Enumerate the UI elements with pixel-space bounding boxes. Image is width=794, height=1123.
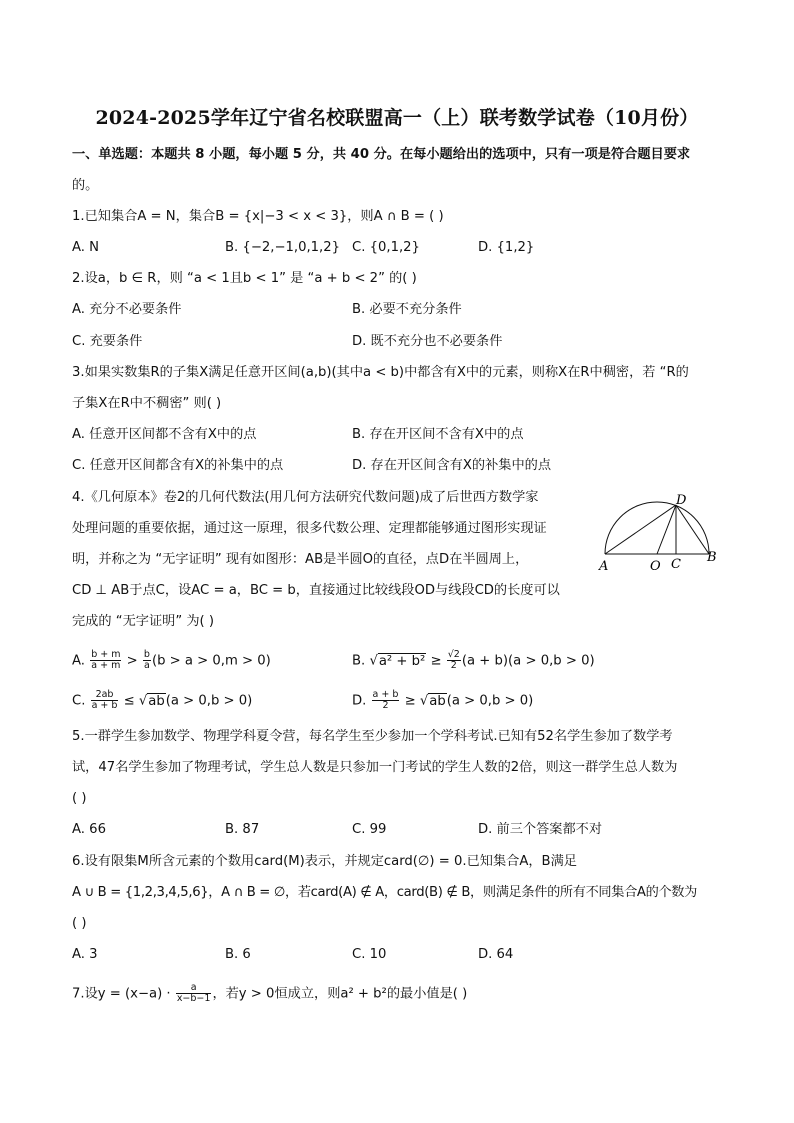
radicand: ab: [148, 693, 165, 709]
condition: (b > a > 0,m > 0): [151, 653, 271, 669]
semicircle-figure: [598, 493, 723, 582]
question-6-stem: 6.设有限集M所含元素的个数用card(M)表示，并规定card(∅) = 0.已知集合A，B满足: [72, 854, 577, 869]
exam-title: 2024-2025学年辽宁省名校联盟高一（上）联考数学试卷（10月份）: [95, 107, 699, 129]
question-3-stem: 3.如果实数集R的子集X满足任意开区间(a,b)(其中a < b)中都含有X中的元素，则称X在R中稠密，若 “R的: [72, 365, 689, 380]
denominator: 2: [450, 660, 457, 671]
segment-db: [676, 505, 709, 554]
question-4-stem-3: 明，并称之为 “无字证明” 现有如图形：AB是半圆O的直径，点D在半圆周上，: [72, 552, 529, 567]
q6-option-b: B. 6: [225, 947, 251, 962]
denominator: x−b−1: [176, 993, 211, 1004]
q5-option-b: B. 87: [225, 822, 260, 837]
q5-option-d: D. 前三个答案都不对: [478, 822, 603, 837]
numerator: b + m: [91, 649, 121, 660]
q2-option-a: A. 充分不必要条件: [72, 302, 182, 317]
sqrt-sign: √: [419, 693, 429, 709]
relation: >: [122, 653, 142, 669]
q2-option-b: B. 必要不充分条件: [352, 302, 462, 317]
label-b: B: [707, 550, 717, 565]
q3-option-a: A. 任意开区间都不含有X中的点: [72, 427, 257, 442]
semicircle-arc: [605, 502, 709, 554]
label-o: O: [650, 559, 661, 574]
q3-option-d: D. 存在开区间含有X的补集中的点: [352, 458, 552, 473]
q4-option-a-prefix: A.: [72, 653, 90, 669]
q3-option-b: B. 存在开区间不含有X中的点: [352, 427, 524, 442]
question-2-stem: 2.设a，b ∈ R，则 “a < 1且b < 1” 是 “a + b < 2” 的( ): [72, 271, 417, 286]
radicand: a² + b²: [378, 653, 426, 669]
segment-od: [657, 505, 676, 554]
question-4-stem-2: 处理问题的重要依据，通过这一原理，很多代数公理、定理都能够通过图形实现证: [72, 521, 547, 536]
fraction: [143, 650, 151, 671]
radicand: ab: [429, 693, 446, 709]
denominator: 2: [382, 700, 389, 711]
q6-option-d: D. 64: [478, 947, 514, 962]
q4-option-b-prefix: B.: [352, 653, 370, 669]
question-6-stem-3: ( ): [72, 916, 87, 931]
numerator: b: [143, 649, 150, 660]
q1-option-b: B. {−2,−1,0,1,2}: [225, 240, 341, 255]
fraction: [91, 690, 119, 711]
denominator: a: [144, 660, 150, 671]
q5-option-a: A. 66: [72, 822, 106, 837]
question-6-stem-2: A ∪ B = {1,2,3,4,5,6}，A ∩ B = ∅，若card(A) ∉ A，card(B) ∉ B，则满足条件的所有不同集合A的个数为: [72, 885, 697, 900]
section-instruction-cont: 的。: [72, 178, 99, 193]
label-d: D: [676, 493, 687, 508]
denominator: a + m: [91, 660, 121, 671]
question-7-stem: [72, 983, 467, 1004]
question-5-stem-2: 试，47名学生参加了物理考试，学生总人数是只参加一门考试的学生人数的2倍，则这一群学生总人数为: [72, 760, 678, 775]
question-5-stem: 5.一群学生参加数学、物理学科夏令营，每名学生至少参加一个学科考试.已知有52名学生参加了数学考: [72, 729, 673, 744]
q4-option-c-prefix: C.: [72, 693, 90, 709]
relation: ≥: [426, 653, 446, 669]
segment-ad: [605, 505, 676, 554]
numerator: √2: [447, 649, 460, 660]
q4-option-b: [352, 650, 595, 671]
q5-option-c: C. 99: [352, 822, 387, 837]
q1-option-c: C. {0,1,2}: [352, 240, 420, 255]
question-5-stem-3: ( ): [72, 791, 87, 806]
question-4-stem-4: CD ⊥ AB于点C，设AC = a，BC = b，直接通过比较线段OD与线段CD的长度可以: [72, 583, 560, 598]
q3-option-c: C. 任意开区间都含有X的补集中的点: [72, 458, 284, 473]
question-4-stem: 4.《几何原本》卷2的几何代数法(用几何方法研究代数问题)成了后世西方数学家: [72, 490, 539, 505]
fraction: [176, 983, 212, 1004]
q4-option-c: [72, 690, 252, 711]
numerator: a + b: [372, 689, 399, 700]
fraction: [447, 650, 461, 671]
condition: (a + b)(a > 0,b > 0): [461, 653, 595, 669]
q6-option-c: C. 10: [352, 947, 387, 962]
q6-option-a: A. 3: [72, 947, 98, 962]
q7-suffix: ，若y > 0恒成立，则a² + b²的最小值是( ): [212, 986, 468, 1002]
q4-option-d: [352, 690, 533, 711]
q4-option-d-prefix: D.: [352, 693, 371, 709]
condition: (a > 0,b > 0): [446, 693, 534, 709]
fraction: [90, 650, 121, 671]
relation: ≤: [119, 693, 139, 709]
numerator: a: [176, 983, 212, 994]
q1-option-d: D. {1,2}: [478, 240, 535, 255]
q2-option-d: D. 既不充分也不必要条件: [352, 334, 503, 349]
condition: (a > 0,b > 0): [165, 693, 253, 709]
q2-option-c: C. 充要条件: [72, 334, 143, 349]
relation: ≥: [400, 693, 420, 709]
q4-option-a: [72, 650, 271, 671]
fraction: [372, 690, 400, 711]
question-1-stem: 1.已知集合A = N，集合B = {x|−3 < x < 3}，则A ∩ B = ( ): [72, 209, 444, 224]
label-c: C: [671, 557, 681, 572]
section-instruction: 一、单选题：本题共 8 小题，每小题 5 分，共 40 分。在每小题给出的选项中，只有一项是符合题目要求: [72, 147, 691, 162]
numerator: 2ab: [91, 690, 119, 701]
q1-option-a: A. N: [72, 240, 100, 255]
q7-prefix: 7.设y = (x−a) ·: [72, 986, 175, 1002]
sqrt-sign: √: [369, 653, 378, 669]
denominator: a + b: [91, 700, 118, 711]
question-3-stem-cont: 子集X在R中不稠密” 则( ): [72, 396, 222, 411]
question-4-stem-5: 完成的 “无字证明” 为( ): [72, 614, 215, 629]
sqrt-sign: √: [138, 693, 148, 709]
label-a: A: [599, 559, 609, 574]
